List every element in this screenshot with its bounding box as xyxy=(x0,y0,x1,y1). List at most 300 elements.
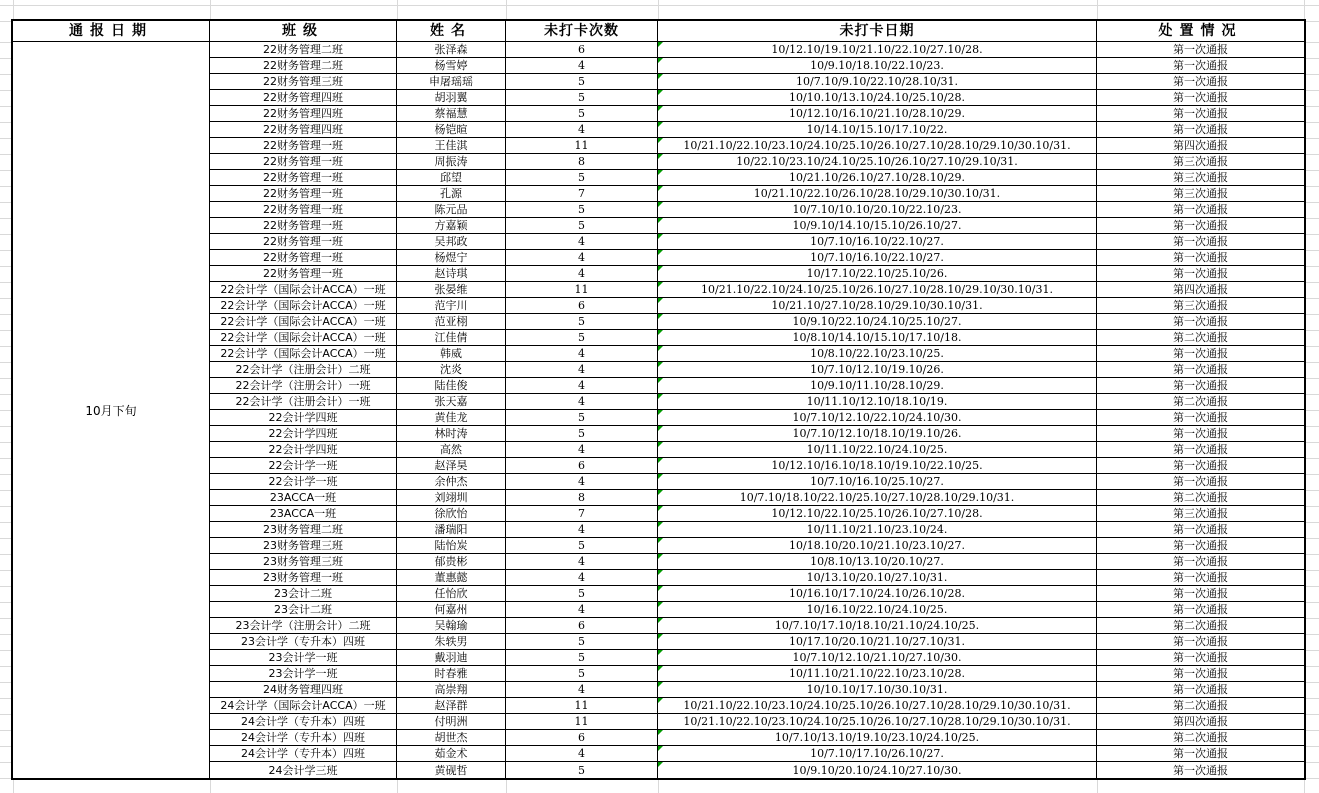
cell-error-flag-icon xyxy=(658,426,663,431)
class-cell[interactable]: 24会计学（专升本）四班 xyxy=(210,746,397,762)
table-row xyxy=(210,330,1304,346)
disposition-cell[interactable]: 第四次通报 xyxy=(1097,138,1304,154)
miss-count-cell[interactable]: 4 xyxy=(506,394,658,410)
name-cell[interactable]: 赵诗琪 xyxy=(397,266,506,282)
class-cell[interactable]: 22财务管理一班 xyxy=(210,202,397,218)
class-cell[interactable]: 22财务管理一班 xyxy=(210,154,397,170)
class-cell[interactable]: 23会计学一班 xyxy=(210,666,397,682)
miss-count-cell[interactable]: 5 xyxy=(506,634,658,650)
table-row xyxy=(210,698,1304,714)
miss-count-cell[interactable]: 4 xyxy=(506,602,658,618)
cell-error-flag-icon xyxy=(658,522,663,527)
disposition-cell[interactable]: 第一次通报 xyxy=(1097,106,1304,122)
miss-dates-cell[interactable]: 10/12.10/19.10/21.10/22.10/27.10/28. xyxy=(658,42,1097,58)
class-cell[interactable]: 22会计学一班 xyxy=(210,458,397,474)
table-row xyxy=(210,202,1304,218)
miss-count-cell[interactable]: 8 xyxy=(506,490,658,506)
disposition-cell[interactable]: 第二次通报 xyxy=(1097,394,1304,410)
miss-dates-cell[interactable]: 10/7.10/12.10/21.10/27.10/30. xyxy=(658,650,1097,666)
miss-dates-cell[interactable]: 10/17.10/22.10/25.10/26. xyxy=(658,266,1097,282)
class-cell[interactable]: 23会计学一班 xyxy=(210,650,397,666)
name-cell[interactable]: 孔源 xyxy=(397,186,506,202)
class-cell[interactable]: 22财务管理四班 xyxy=(210,90,397,106)
table-row xyxy=(210,714,1304,730)
miss-count-cell[interactable]: 5 xyxy=(506,202,658,218)
disposition-cell[interactable]: 第一次通报 xyxy=(1097,74,1304,90)
disposition-cell[interactable]: 第二次通报 xyxy=(1097,698,1304,714)
class-cell[interactable]: 22会计学（国际会计ACCA）一班 xyxy=(210,282,397,298)
name-cell[interactable]: 范宇川 xyxy=(397,298,506,314)
cell-error-flag-icon xyxy=(658,138,663,143)
disposition-cell[interactable]: 第一次通报 xyxy=(1097,202,1304,218)
cell-error-flag-icon xyxy=(658,746,663,751)
header-cell-disposition[interactable]: 处置情况 xyxy=(1097,21,1304,42)
name-cell[interactable]: 周振涛 xyxy=(397,154,506,170)
disposition-cell[interactable]: 第二次通报 xyxy=(1097,330,1304,346)
miss-dates-cell[interactable]: 10/7.10/16.10/25.10/27. xyxy=(658,474,1097,490)
cell-error-flag-icon xyxy=(658,202,663,207)
miss-dates-cell[interactable]: 10/10.10/17.10/30.10/31. xyxy=(658,682,1097,698)
miss-count-cell[interactable]: 6 xyxy=(506,618,658,634)
disposition-cell[interactable]: 第一次通报 xyxy=(1097,666,1304,682)
name-cell[interactable]: 沈炎 xyxy=(397,362,506,378)
miss-count-cell[interactable]: 5 xyxy=(506,90,658,106)
disposition-cell[interactable]: 第一次通报 xyxy=(1097,570,1304,586)
miss-dates-cell[interactable]: 10/21.10/26.10/27.10/28.10/29. xyxy=(658,170,1097,186)
name-cell[interactable]: 林时涛 xyxy=(397,426,506,442)
miss-dates-cell[interactable]: 10/22.10/23.10/24.10/25.10/26.10/27.10/29.10/31. xyxy=(658,154,1097,170)
cell-error-flag-icon xyxy=(658,570,663,575)
name-cell[interactable]: 高然 xyxy=(397,442,506,458)
disposition-cell[interactable]: 第一次通报 xyxy=(1097,314,1304,330)
name-cell[interactable]: 胡世杰 xyxy=(397,730,506,746)
name-cell[interactable]: 江佳倩 xyxy=(397,330,506,346)
cell-error-flag-icon xyxy=(658,410,663,415)
name-cell[interactable]: 申屠瑶瑶 xyxy=(397,74,506,90)
name-cell[interactable]: 赵泽群 xyxy=(397,698,506,714)
miss-count-cell[interactable]: 8 xyxy=(506,154,658,170)
class-cell[interactable]: 22会计学（国际会计ACCA）一班 xyxy=(210,314,397,330)
miss-count-cell[interactable]: 6 xyxy=(506,730,658,746)
miss-dates-cell[interactable]: 10/16.10/22.10/24.10/25. xyxy=(658,602,1097,618)
table-row xyxy=(210,634,1304,650)
class-cell[interactable]: 22财务管理一班 xyxy=(210,186,397,202)
table-row xyxy=(210,298,1304,314)
miss-count-cell[interactable]: 6 xyxy=(506,42,658,58)
table-row xyxy=(210,314,1304,330)
table-row xyxy=(210,474,1304,490)
miss-count-cell[interactable]: 11 xyxy=(506,698,658,714)
table-row xyxy=(210,138,1304,154)
table-row xyxy=(210,458,1304,474)
miss-count-cell[interactable]: 4 xyxy=(506,474,658,490)
table-row xyxy=(210,170,1304,186)
miss-dates-cell[interactable]: 10/13.10/20.10/27.10/31. xyxy=(658,570,1097,586)
class-cell[interactable]: 22会计学（注册会计）一班 xyxy=(210,378,397,394)
class-cell[interactable]: 22会计学（国际会计ACCA）一班 xyxy=(210,298,397,314)
name-cell[interactable]: 郁贵彬 xyxy=(397,554,506,570)
miss-dates-cell[interactable]: 10/11.10/21.10/22.10/23.10/28. xyxy=(658,666,1097,682)
disposition-cell[interactable]: 第一次通报 xyxy=(1097,378,1304,394)
table-row xyxy=(210,266,1304,282)
class-cell[interactable]: 23会计二班 xyxy=(210,586,397,602)
class-cell[interactable]: 23会计学（专升本）四班 xyxy=(210,634,397,650)
miss-dates-cell[interactable]: 10/12.10/16.10/18.10/19.10/22.10/25. xyxy=(658,458,1097,474)
miss-dates-cell[interactable]: 10/16.10/17.10/24.10/26.10/28. xyxy=(658,586,1097,602)
name-cell[interactable]: 吴邦政 xyxy=(397,234,506,250)
table-row xyxy=(210,106,1304,122)
name-cell[interactable]: 余仲杰 xyxy=(397,474,506,490)
name-cell[interactable]: 刘翊圳 xyxy=(397,490,506,506)
miss-count-cell[interactable]: 4 xyxy=(506,522,658,538)
cell-error-flag-icon xyxy=(658,554,663,559)
name-cell[interactable]: 杨煜宁 xyxy=(397,250,506,266)
miss-dates-cell[interactable]: 10/8.10/22.10/23.10/25. xyxy=(658,346,1097,362)
name-cell[interactable]: 任怡欣 xyxy=(397,586,506,602)
disposition-cell[interactable]: 第一次通报 xyxy=(1097,266,1304,282)
cell-error-flag-icon xyxy=(658,330,663,335)
cell-error-flag-icon xyxy=(658,74,663,79)
disposition-cell[interactable]: 第一次通报 xyxy=(1097,458,1304,474)
miss-count-cell[interactable]: 4 xyxy=(506,58,658,74)
miss-dates-cell[interactable]: 10/12.10/22.10/25.10/26.10/27.10/28. xyxy=(658,506,1097,522)
miss-dates-cell[interactable]: 10/9.10/22.10/24.10/25.10/27. xyxy=(658,314,1097,330)
class-cell[interactable]: 22财务管理一班 xyxy=(210,138,397,154)
miss-dates-cell[interactable]: 10/21.10/22.10/23.10/24.10/25.10/26.10/27.10/28.10/29.10/30.10/31. xyxy=(658,714,1097,730)
miss-dates-cell[interactable]: 10/11.10/22.10/24.10/25. xyxy=(658,442,1097,458)
miss-dates-cell[interactable]: 10/7.10/9.10/22.10/28.10/31. xyxy=(658,74,1097,90)
miss-dates-cell[interactable]: 10/14.10/15.10/17.10/22. xyxy=(658,122,1097,138)
cell-error-flag-icon xyxy=(658,634,663,639)
miss-dates-cell[interactable]: 10/8.10/14.10/15.10/17.10/18. xyxy=(658,330,1097,346)
name-cell[interactable]: 吴翰瑜 xyxy=(397,618,506,634)
disposition-cell[interactable]: 第四次通报 xyxy=(1097,714,1304,730)
miss-dates-cell[interactable]: 10/9.10/11.10/28.10/29. xyxy=(658,378,1097,394)
disposition-cell[interactable]: 第一次通报 xyxy=(1097,650,1304,666)
cell-error-flag-icon xyxy=(658,186,663,191)
miss-count-cell[interactable]: 11 xyxy=(506,138,658,154)
name-cell[interactable]: 董惠懿 xyxy=(397,570,506,586)
disposition-cell[interactable]: 第一次通报 xyxy=(1097,346,1304,362)
disposition-cell[interactable]: 第一次通报 xyxy=(1097,362,1304,378)
miss-dates-cell[interactable]: 10/7.10/12.10/18.10/19.10/26. xyxy=(658,426,1097,442)
cell-error-flag-icon xyxy=(658,474,663,479)
name-cell[interactable]: 张晏维 xyxy=(397,282,506,298)
miss-count-cell[interactable]: 4 xyxy=(506,554,658,570)
class-cell[interactable]: 22会计学（国际会计ACCA）一班 xyxy=(210,330,397,346)
table-row xyxy=(210,554,1304,570)
miss-dates-cell[interactable]: 10/10.10/13.10/24.10/25.10/28. xyxy=(658,90,1097,106)
disposition-cell[interactable]: 第一次通报 xyxy=(1097,474,1304,490)
disposition-cell[interactable]: 第三次通报 xyxy=(1097,170,1304,186)
disposition-cell[interactable]: 第一次通报 xyxy=(1097,218,1304,234)
disposition-cell[interactable]: 第二次通报 xyxy=(1097,618,1304,634)
class-cell[interactable]: 22财务管理四班 xyxy=(210,122,397,138)
name-cell[interactable]: 徐欣怡 xyxy=(397,506,506,522)
table-row xyxy=(210,394,1304,410)
disposition-cell[interactable]: 第一次通报 xyxy=(1097,746,1304,762)
name-cell[interactable]: 王佳淇 xyxy=(397,138,506,154)
miss-dates-cell[interactable]: 10/11.10/21.10/23.10/24. xyxy=(658,522,1097,538)
cell-error-flag-icon xyxy=(658,282,663,287)
cell-error-flag-icon xyxy=(658,618,663,623)
name-cell[interactable]: 付明洲 xyxy=(397,714,506,730)
class-cell[interactable]: 22会计学（注册会计）二班 xyxy=(210,362,397,378)
name-cell[interactable]: 朱轶男 xyxy=(397,634,506,650)
cell-error-flag-icon xyxy=(658,298,663,303)
miss-count-cell[interactable]: 5 xyxy=(506,314,658,330)
disposition-cell[interactable]: 第一次通报 xyxy=(1097,426,1304,442)
disposition-cell[interactable]: 第一次通报 xyxy=(1097,58,1304,74)
name-cell[interactable]: 方嘉颖 xyxy=(397,218,506,234)
class-cell[interactable]: 22财务管理一班 xyxy=(210,218,397,234)
class-cell[interactable]: 22财务管理二班 xyxy=(210,58,397,74)
table-row xyxy=(210,586,1304,602)
miss-count-cell[interactable]: 5 xyxy=(506,74,658,90)
miss-count-cell[interactable]: 11 xyxy=(506,282,658,298)
miss-count-cell[interactable]: 4 xyxy=(506,122,658,138)
name-cell[interactable]: 陆佳俊 xyxy=(397,378,506,394)
disposition-cell[interactable]: 第一次通报 xyxy=(1097,42,1304,58)
class-cell[interactable]: 24会计学（专升本）四班 xyxy=(210,730,397,746)
disposition-cell[interactable]: 第三次通报 xyxy=(1097,154,1304,170)
class-cell[interactable]: 22财务管理四班 xyxy=(210,106,397,122)
disposition-cell[interactable]: 第一次通报 xyxy=(1097,90,1304,106)
header-cell-miss-count[interactable]: 未打卡次数 xyxy=(506,21,658,42)
cell-error-flag-icon xyxy=(658,538,663,543)
cell-error-flag-icon xyxy=(658,394,663,399)
class-cell[interactable]: 23财务管理一班 xyxy=(210,570,397,586)
miss-dates-cell[interactable]: 10/7.10/18.10/22.10/25.10/27.10/28.10/29.10/31. xyxy=(658,490,1097,506)
miss-count-cell[interactable]: 4 xyxy=(506,746,658,762)
class-cell[interactable]: 22会计学一班 xyxy=(210,474,397,490)
table-row xyxy=(210,730,1304,746)
miss-count-cell[interactable]: 4 xyxy=(506,682,658,698)
name-cell[interactable]: 韩威 xyxy=(397,346,506,362)
miss-count-cell[interactable]: 5 xyxy=(506,106,658,122)
class-cell[interactable]: 22财务管理一班 xyxy=(210,250,397,266)
class-cell[interactable]: 23ACCA一班 xyxy=(210,490,397,506)
class-cell[interactable]: 22财务管理二班 xyxy=(210,42,397,58)
class-cell[interactable]: 22会计学四班 xyxy=(210,426,397,442)
table-body xyxy=(13,42,1304,778)
miss-dates-cell[interactable]: 10/7.10/12.10/19.10/26. xyxy=(658,362,1097,378)
miss-count-cell[interactable]: 5 xyxy=(506,538,658,554)
disposition-cell[interactable]: 第一次通报 xyxy=(1097,122,1304,138)
table-row xyxy=(210,570,1304,586)
name-cell[interactable]: 黄佳龙 xyxy=(397,410,506,426)
name-cell[interactable]: 范亚栩 xyxy=(397,314,506,330)
cell-error-flag-icon xyxy=(658,122,663,127)
table-row xyxy=(210,490,1304,506)
miss-dates-cell[interactable]: 10/7.10/10.10/20.10/22.10/23. xyxy=(658,202,1097,218)
miss-dates-cell[interactable]: 10/7.10/17.10/18.10/21.10/24.10/25. xyxy=(658,618,1097,634)
name-cell[interactable]: 张天嘉 xyxy=(397,394,506,410)
disposition-cell[interactable]: 第一次通报 xyxy=(1097,538,1304,554)
table-row xyxy=(210,506,1304,522)
cell-error-flag-icon xyxy=(658,650,663,655)
table-row xyxy=(210,682,1304,698)
disposition-cell[interactable]: 第一次通报 xyxy=(1097,586,1304,602)
miss-count-cell[interactable]: 5 xyxy=(506,410,658,426)
cell-error-flag-icon xyxy=(658,234,663,239)
gridline xyxy=(0,5,1319,6)
miss-count-cell[interactable]: 5 xyxy=(506,330,658,346)
name-cell[interactable]: 杨雪婷 xyxy=(397,58,506,74)
attendance-report-table xyxy=(11,19,1306,780)
miss-count-cell[interactable]: 4 xyxy=(506,442,658,458)
table-row xyxy=(210,282,1304,298)
table-row xyxy=(210,650,1304,666)
miss-count-cell[interactable]: 4 xyxy=(506,234,658,250)
miss-dates-cell[interactable]: 10/21.10/22.10/26.10/28.10/29.10/30.10/31. xyxy=(658,186,1097,202)
name-cell[interactable]: 戴羽迪 xyxy=(397,650,506,666)
miss-dates-cell[interactable]: 10/21.10/27.10/28.10/29.10/30.10/31. xyxy=(658,298,1097,314)
class-cell[interactable]: 24会计学三班 xyxy=(210,762,397,778)
miss-count-cell[interactable]: 5 xyxy=(506,426,658,442)
miss-count-cell[interactable]: 5 xyxy=(506,586,658,602)
miss-count-cell[interactable]: 4 xyxy=(506,570,658,586)
name-cell[interactable]: 黄砚哲 xyxy=(397,762,506,778)
miss-dates-cell[interactable]: 10/7.10/13.10/19.10/23.10/24.10/25. xyxy=(658,730,1097,746)
table-row xyxy=(210,74,1304,90)
disposition-cell[interactable]: 第一次通报 xyxy=(1173,763,1228,777)
miss-count-cell[interactable]: 4 xyxy=(506,250,658,266)
table-row xyxy=(210,442,1304,458)
name-cell[interactable]: 潘瑞阳 xyxy=(397,522,506,538)
disposition-cell[interactable]: 第二次通报 xyxy=(1097,490,1304,506)
class-cell[interactable]: 23会计学（注册会计）二班 xyxy=(210,618,397,634)
miss-count-cell[interactable]: 6 xyxy=(506,458,658,474)
miss-count-cell[interactable]: 4 xyxy=(506,362,658,378)
cell-error-flag-icon xyxy=(658,42,663,47)
miss-count-cell[interactable]: 5 xyxy=(506,762,658,778)
class-cell[interactable]: 23ACCA一班 xyxy=(210,506,397,522)
miss-count-cell[interactable]: 4 xyxy=(506,346,658,362)
header-cell-report-date[interactable]: 通报日期 xyxy=(13,21,210,42)
disposition-cell[interactable]: 第三次通报 xyxy=(1097,298,1304,314)
table-row xyxy=(210,346,1304,362)
miss-dates-cell[interactable]: 10/9.10/20.10/24.10/27.10/30. xyxy=(658,762,1097,778)
class-cell[interactable]: 23财务管理三班 xyxy=(210,538,397,554)
table-row xyxy=(210,538,1304,554)
disposition-cell[interactable]: 第一次通报 xyxy=(1097,634,1304,650)
name-cell[interactable]: 赵泽昊 xyxy=(397,458,506,474)
table-row xyxy=(210,762,1304,778)
miss-count-cell[interactable]: 5 xyxy=(506,666,658,682)
class-cell[interactable]: 22会计学四班 xyxy=(210,410,397,426)
name-cell[interactable]: 何嘉州 xyxy=(397,602,506,618)
miss-count-cell[interactable]: 5 xyxy=(506,170,658,186)
class-cell[interactable]: 24会计学（国际会计ACCA）一班 xyxy=(210,698,397,714)
name-cell[interactable]: 高崇翔 xyxy=(397,682,506,698)
name-cell[interactable]: 陆怡炭 xyxy=(397,538,506,554)
miss-dates-cell[interactable]: 10/21.10/22.10/23.10/24.10/25.10/26.10/27.10/28.10/29.10/30.10/31. xyxy=(658,698,1097,714)
disposition-cell[interactable]: 第三次通报 xyxy=(1097,186,1304,202)
class-cell[interactable]: 24会计学（专升本）四班 xyxy=(210,714,397,730)
class-cell[interactable]: 22会计学（注册会计）一班 xyxy=(210,394,397,410)
name-cell[interactable]: 蔡福慧 xyxy=(397,106,506,122)
disposition-cell[interactable]: 第一次通报 xyxy=(1097,410,1304,426)
miss-count-cell[interactable]: 6 xyxy=(506,298,658,314)
miss-dates-cell[interactable]: 10/7.10/12.10/22.10/24.10/30. xyxy=(658,410,1097,426)
name-cell[interactable]: 茹金术 xyxy=(397,746,506,762)
class-cell[interactable]: 23会计二班 xyxy=(210,602,397,618)
cell-error-flag-icon xyxy=(658,362,663,367)
miss-dates-cell[interactable]: 10/12.10/16.10/21.10/28.10/29. xyxy=(658,106,1097,122)
miss-dates-cell[interactable]: 10/11.10/12.10/18.10/19. xyxy=(658,394,1097,410)
header-cell-class[interactable]: 班级 xyxy=(210,21,397,42)
name-cell[interactable]: 时春雅 xyxy=(397,666,506,682)
miss-count-cell[interactable]: 4 xyxy=(506,266,658,282)
table-row xyxy=(210,234,1304,250)
disposition-cell[interactable]: 第一次通报 xyxy=(1097,522,1304,538)
cell-error-flag-icon xyxy=(658,218,663,223)
class-cell[interactable]: 22财务管理一班 xyxy=(210,170,397,186)
miss-dates-cell[interactable]: 10/7.10/16.10/22.10/27. xyxy=(658,250,1097,266)
miss-dates-cell[interactable]: 10/21.10/22.10/24.10/25.10/26.10/27.10/28.10/29.10/30.10/31. xyxy=(658,282,1097,298)
miss-count-cell[interactable]: 4 xyxy=(506,378,658,394)
miss-dates-cell[interactable]: 10/17.10/20.10/21.10/27.10/31. xyxy=(658,634,1097,650)
header-cell-miss-dates[interactable]: 未打卡日期 xyxy=(658,21,1097,42)
miss-dates-cell[interactable]: 10/7.10/16.10/22.10/27. xyxy=(658,234,1097,250)
class-cell[interactable]: 22会计学（国际会计ACCA）一班 xyxy=(210,346,397,362)
class-cell[interactable]: 23财务管理三班 xyxy=(210,554,397,570)
name-cell[interactable]: 邱望 xyxy=(397,170,506,186)
disposition-cell[interactable]: 第一次通报 xyxy=(1097,234,1304,250)
miss-dates-cell[interactable]: 10/9.10/14.10/15.10/26.10/27. xyxy=(658,218,1097,234)
cell-error-flag-icon xyxy=(658,90,663,95)
miss-dates-cell[interactable]: 10/9.10/18.10/22.10/23. xyxy=(658,58,1097,74)
cell-error-flag-icon xyxy=(658,762,663,767)
disposition-cell[interactable]: 第一次通报 xyxy=(1097,682,1304,698)
class-cell[interactable]: 22财务管理一班 xyxy=(210,234,397,250)
class-cell[interactable]: 24财务管理四班 xyxy=(210,682,397,698)
disposition-cell[interactable]: 第一次通报 xyxy=(1097,554,1304,570)
disposition-cell[interactable]: 第一次通报 xyxy=(1097,442,1304,458)
class-cell[interactable]: 22财务管理三班 xyxy=(210,74,397,90)
miss-dates-cell[interactable]: 10/18.10/20.10/21.10/23.10/27. xyxy=(658,538,1097,554)
miss-dates-cell[interactable]: 10/7.10/17.10/26.10/27. xyxy=(658,746,1097,762)
table-row xyxy=(210,522,1304,538)
cell-error-flag-icon xyxy=(658,266,663,271)
miss-count-cell[interactable]: 5 xyxy=(506,218,658,234)
miss-count-cell[interactable]: 5 xyxy=(506,650,658,666)
header-cell-name[interactable]: 姓名 xyxy=(397,21,506,42)
name-cell[interactable]: 陈元品 xyxy=(397,202,506,218)
name-cell[interactable]: 胡羽翼 xyxy=(397,90,506,106)
name-cell[interactable]: 张泽森 xyxy=(397,42,506,58)
report-period-cell[interactable]: 10月下旬 xyxy=(13,42,210,778)
miss-dates-cell[interactable]: 10/21.10/22.10/23.10/24.10/25.10/26.10/27.10/28.10/29.10/30.10/31. xyxy=(658,138,1097,154)
disposition-cell[interactable]: 第四次通报 xyxy=(1097,282,1304,298)
disposition-cell[interactable]: 第三次通报 xyxy=(1097,506,1304,522)
class-cell[interactable]: 23财务管理二班 xyxy=(210,522,397,538)
disposition-cell[interactable]: 第一次通报 xyxy=(1097,250,1304,266)
class-cell[interactable]: 22财务管理一班 xyxy=(210,266,397,282)
miss-count-cell[interactable]: 7 xyxy=(506,506,658,522)
miss-count-cell[interactable]: 7 xyxy=(506,186,658,202)
cell-error-flag-icon xyxy=(658,442,663,447)
miss-count-cell[interactable]: 11 xyxy=(506,714,658,730)
name-cell[interactable]: 杨铠暄 xyxy=(397,122,506,138)
table-row xyxy=(210,426,1304,442)
class-cell[interactable]: 22会计学四班 xyxy=(210,442,397,458)
table-row xyxy=(210,666,1304,682)
disposition-cell[interactable]: 第一次通报 xyxy=(1097,602,1304,618)
disposition-cell[interactable]: 第二次通报 xyxy=(1097,730,1304,746)
miss-dates-cell[interactable]: 10/8.10/13.10/20.10/27. xyxy=(658,554,1097,570)
